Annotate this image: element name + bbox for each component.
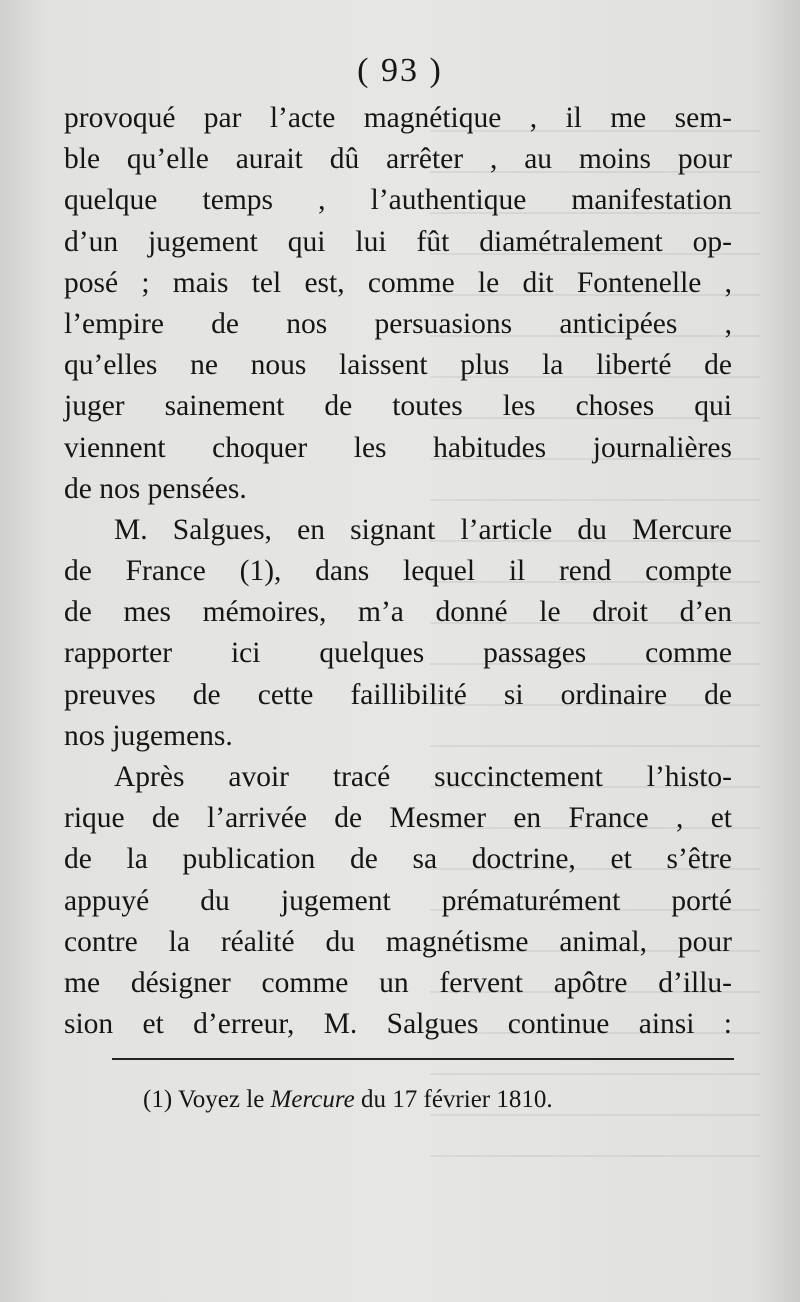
footnote-marker: (1) — [143, 1086, 173, 1113]
footnote-suffix: du 17 février 1810. — [361, 1086, 553, 1113]
page-number: ( 93 ) — [357, 52, 443, 89]
footnote-prefix: Voyez le — [177, 1086, 265, 1113]
text-line: sion et d’erreur, M. Salgues continue ainsi : — [64, 1008, 732, 1041]
footnote-title: Mercure — [270, 1086, 355, 1113]
text-line: preuves de cette faillibilité si ordinaire de — [64, 678, 732, 711]
text-line: viennent choquer les habitudes journalières — [64, 431, 732, 464]
text-line: nos jugemens. — [64, 719, 233, 752]
text-line: de France (1), dans lequel il rend compte — [64, 555, 732, 588]
text-line: M. Salgues, en signant l’article du Mercure — [114, 513, 732, 546]
text-line: de nos pensées. — [64, 472, 247, 505]
paragraph-3 — [64, 757, 732, 1045]
text-line: l’empire de nos persuasions anticipées , — [64, 307, 732, 340]
text-line: contre la réalité du magnétisme animal, pour — [64, 925, 732, 958]
text-line: d’un jugement qui lui fût diamétralement op- — [64, 225, 732, 258]
text-line: quelque temps , l’authentique manifestation — [64, 184, 732, 217]
footnote-separator — [112, 1058, 734, 1060]
text-line: qu’elles ne nous laissent plus la liberté de — [64, 349, 732, 382]
text-line: me désigner comme un fervent apôtre d’illu- — [64, 966, 732, 999]
text-line: posé ; mais tel est, comme le dit Fontenelle , — [64, 266, 732, 299]
text-line: appuyé du jugement prématurément porté — [64, 884, 732, 917]
text-line: rique de l’arrivée de Mesmer en France , et — [64, 802, 732, 835]
text-line: provoqué par l’acte magnétique , il me sem- — [64, 102, 732, 134]
text-line: juger sainement de toutes les choses qui — [64, 390, 732, 423]
text-line: Après avoir tracé succinctement l’histo- — [114, 761, 732, 793]
text-line: de mes mémoires, m’a donné le droit d’en — [64, 596, 732, 629]
paragraph-2 — [64, 510, 732, 757]
text-line: de la publication de sa doctrine, et s’être — [64, 843, 732, 876]
footnote — [143, 1086, 553, 1114]
text-line: ble qu’elle aurait dû arrêter , au moins pour — [64, 143, 732, 176]
text-line: rapporter ici quelques passages comme — [64, 637, 732, 670]
body-text — [64, 98, 732, 1045]
paragraph-1 — [64, 98, 732, 510]
